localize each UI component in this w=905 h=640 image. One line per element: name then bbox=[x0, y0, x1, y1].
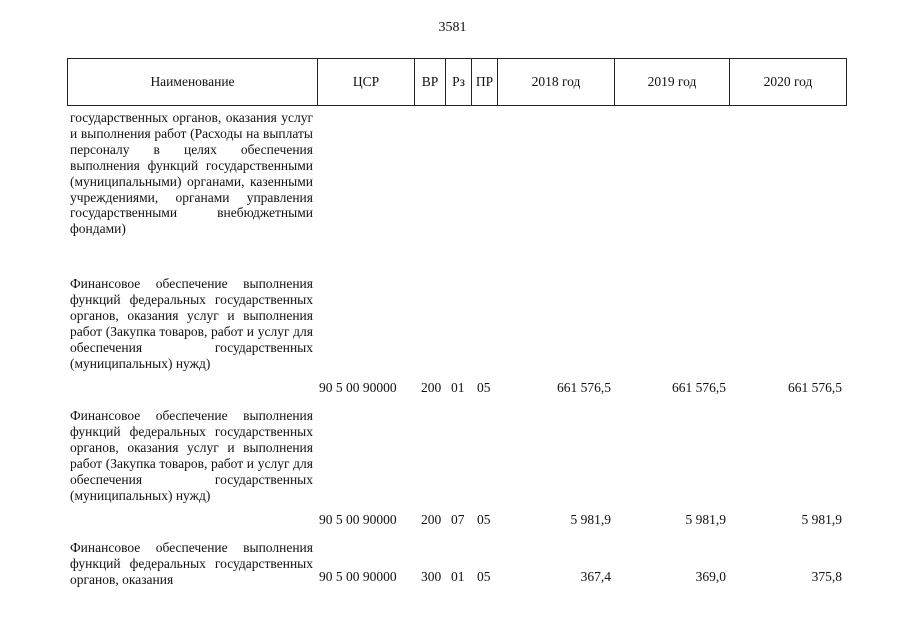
row-rz: 07 bbox=[451, 512, 465, 527]
row-2018: 661 576,5 bbox=[557, 380, 611, 395]
row-2018: 367,4 bbox=[580, 569, 611, 584]
row-rz: 01 bbox=[451, 380, 465, 395]
header-csr: ЦСР bbox=[318, 58, 415, 106]
header-2020: 2020 год bbox=[730, 58, 847, 106]
row-2020: 5 981,9 bbox=[801, 512, 842, 527]
row-name: государственных органов, оказания услуг и выполнения работ (Расходы на выплаты персоналу в целях обеспечения выполнения функций государственными (муниципальными) органами, казенными учреждениями, органами управления государственными внебюджетными фондами) bbox=[70, 110, 313, 237]
row-name: Финансовое обеспечение выполнения функций федеральных государственных органов, оказания услуг и выполнения работ (Закупка товаров, работ и услуг для обеспечения государственных (муниципальных) нужд) bbox=[70, 408, 313, 503]
row-csr: 90 5 00 90000 bbox=[319, 569, 397, 584]
header-2018: 2018 год bbox=[498, 58, 615, 106]
row-vr: 200 bbox=[421, 380, 442, 395]
row-2018: 5 981,9 bbox=[570, 512, 611, 527]
row-name: Финансовое обеспечение выполнения функций федеральных государственных органов, оказания услуг и выполнения работ (Закупка товаров, работ и услуг для обеспечения государственных (муниципальных) нужд) bbox=[70, 276, 313, 371]
header-pr: ПР bbox=[472, 58, 498, 106]
row-vr: 300 bbox=[421, 569, 442, 584]
header-vr: ВР bbox=[415, 58, 446, 106]
header-2019: 2019 год bbox=[615, 58, 730, 106]
row-2019: 369,0 bbox=[695, 569, 726, 584]
row-rz: 01 bbox=[451, 569, 465, 584]
row-pr: 05 bbox=[477, 569, 491, 584]
row-csr: 90 5 00 90000 bbox=[319, 380, 397, 395]
row-csr: 90 5 00 90000 bbox=[319, 512, 397, 527]
page-number: 3581 bbox=[438, 20, 467, 35]
row-2020: 661 576,5 bbox=[788, 380, 842, 395]
row-2019: 661 576,5 bbox=[672, 380, 726, 395]
row-name: Финансовое обеспечение выполнения функций федеральных государственных органов, оказания bbox=[70, 540, 313, 587]
row-vr: 200 bbox=[421, 512, 442, 527]
row-2019: 5 981,9 bbox=[685, 512, 726, 527]
row-pr: 05 bbox=[477, 512, 491, 527]
header-name: Наименование bbox=[67, 58, 318, 106]
header-rz: Рз bbox=[446, 58, 472, 106]
row-pr: 05 bbox=[477, 380, 491, 395]
row-2020: 375,8 bbox=[811, 569, 842, 584]
